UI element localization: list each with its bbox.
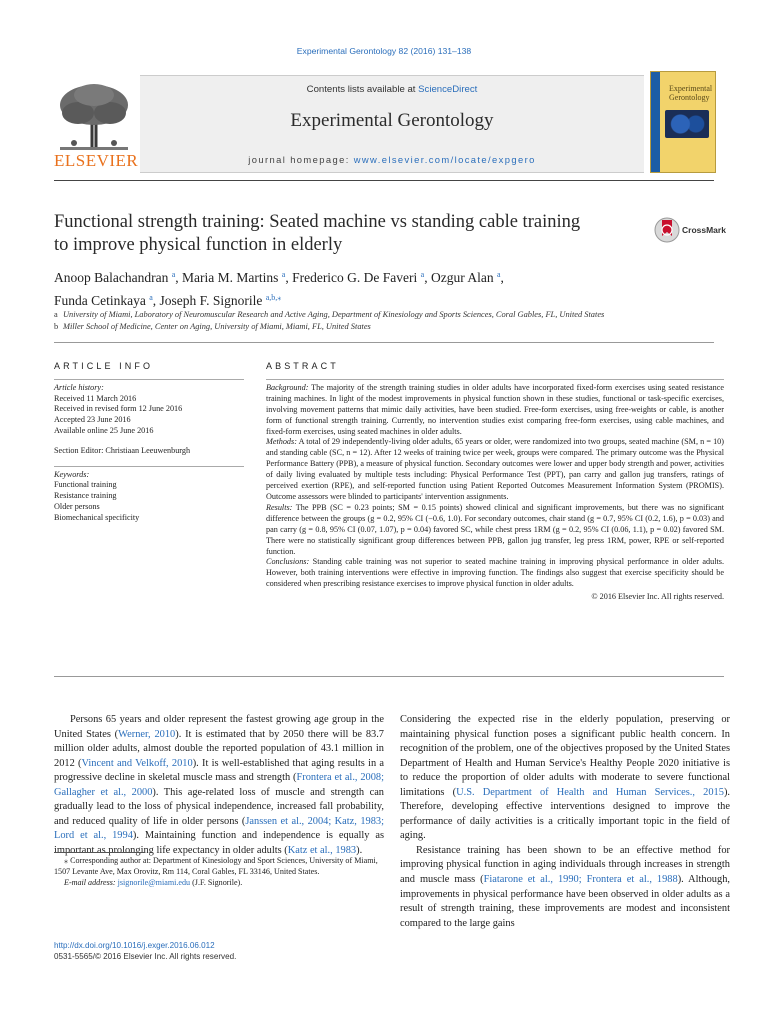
corresponding-author-footnote (54, 856, 384, 888)
cover-title (669, 84, 713, 102)
affiliation-mark: b (54, 321, 59, 331)
body-text: ). (356, 844, 363, 856)
keyword-item[interactable]: Biomechanical specificity (54, 512, 140, 522)
article-info-rule (54, 379, 244, 380)
footnote-rule (54, 852, 144, 853)
author-affiliation-mark[interactable]: a (281, 270, 286, 279)
homepage-link[interactable]: www.elsevier.com/locate/expgero (353, 154, 536, 165)
crossmark-badge[interactable] (654, 216, 726, 246)
author-separator: , (424, 270, 431, 285)
author-name[interactable]: Ozgur Alan (430, 270, 494, 285)
affiliation-list (54, 309, 654, 332)
journal-cover-thumbnail[interactable] (650, 71, 716, 173)
keywords-label: Keywords: (54, 469, 90, 479)
body-text: ). It is estimated that by 2050 there will be 83.7 million older adults, almost double the reported population of 43.1 million in 2012 ( (54, 728, 384, 769)
methods-label: Methods: (266, 437, 297, 447)
author-affiliation-mark[interactable]: a (171, 270, 176, 279)
citation-link[interactable]: Fiatarone et al., 1990; Frontera et al., 1988 (483, 874, 678, 886)
journal-name: Experimental Gerontology (290, 110, 494, 131)
abstract-background (266, 383, 724, 438)
abstract-copyright: © 2016 Elsevier Inc. All rights reserved. (591, 592, 724, 602)
sciencedirect-link[interactable]: ScienceDirect (418, 84, 478, 95)
body-text: Persons 65 years and older represent the fastest growing age group in the United States ( (54, 714, 384, 740)
abstract-conclusions (266, 557, 724, 590)
footnote-text: ⁎ Corresponding author at: Department of Kinesiology and Sport Sciences, University of Miami, 1507 Levante Ave, Max Orovitz, Rm 114, Coral Gables, FL 33146, United States. (54, 856, 378, 876)
body-text: ). Although, improvements in physical performance have been observed in older adults as a result of strength training, these improvements are modest and inconsistent compared to the large gains (400, 874, 730, 929)
article-info-column (54, 361, 244, 524)
history-revised: Received in revised form 12 June 2016 (54, 404, 183, 414)
info-divider (54, 342, 714, 343)
doi-link[interactable]: http://dx.doi.org/10.1016/j.exger.2016.06.012 (54, 941, 215, 950)
author-name[interactable]: Joseph F. Signorile (159, 293, 263, 308)
history-online: Available online 25 June 2016 (54, 425, 154, 435)
affiliation-text: University of Miami, Laboratory of Neuromuscular Research and Active Aging, Department of Kinesiology and Sports Sciences, Coral Gables, FL, United States (63, 310, 605, 319)
email-suffix: (J.F. Signorile). (190, 877, 243, 887)
abstract-rule (266, 379, 724, 380)
journal-info-box (140, 75, 644, 173)
methods-text: A total of 29 independently-living older adults, 65 years or older, were randomized into two groups, seated machine (SM, n = 10) and standing cable (SC, n = 12). After 12 weeks of training twice per week, groups were compared. The primary outcome was the Physical Performance Battery (PPB), a measure of physical function. Secondary outcomes were lower and upper body strength and power, activities of daily living evaluated by multiple tests including: Physical Performance Test (PPT), pan carry and gallon jug transfers, ratings of perceived exertion (RPE), and self-reported function using Patient Reported Outcomes Measurement Information System (PROMIS). Outcome assessors were blinded to participants' intervention assignments. (266, 437, 724, 501)
conclusions-label: Conclusions: (266, 557, 310, 567)
affiliation-mark: a (54, 310, 58, 319)
results-label: Results: (266, 502, 293, 512)
body-text: ). Maintaining function and independence is equally as important as prolonging life expectancy in older adults ( (54, 830, 384, 856)
body-paragraph (400, 844, 730, 931)
abstract-methods (266, 437, 724, 502)
body-text: ). Therefore, developing effective interventions designed to improve the performance of daily activities is a critically important topic in the field of aging. (400, 786, 731, 842)
body-paragraph (54, 713, 384, 858)
header-divider (54, 180, 714, 181)
citation-link[interactable]: Frontera et al., 2008; Gallagher et al., 2000 (54, 772, 385, 798)
body-text: Resistance training has been shown to be an effective method for improving physical function in aging individuals through increases in strength and muscle mass ( (400, 844, 730, 886)
article-info-heading: ARTICLE INFO (54, 361, 154, 371)
author-affiliation-mark[interactable]: a (496, 270, 501, 279)
author-name[interactable]: Frederico G. De Faveri (292, 270, 418, 285)
homepage-prefix: journal homepage: (248, 154, 354, 165)
crossmark-label: CrossMark (682, 225, 726, 235)
article-title-line-1: Functional strength training: Seated machine vs standing cable training (54, 212, 581, 232)
history-label: Article history: (54, 382, 104, 392)
journal-citation[interactable]: Experimental Gerontology 82 (2016) 131–138 (296, 46, 472, 56)
cover-title-line-1: Experimental (669, 84, 713, 93)
abstract-heading: ABSTRACT (266, 361, 339, 371)
citation-link[interactable]: Werner, 2010 (118, 728, 176, 740)
contents-prefix: Contents lists available at (306, 84, 419, 95)
cover-image (665, 110, 709, 138)
email-label: E-mail address: (64, 877, 118, 887)
body-column-left (54, 713, 384, 858)
author-name[interactable]: Funda Cetinkaya (54, 293, 146, 308)
author-separator: , (500, 270, 504, 285)
citation-link[interactable]: Janssen et al., 2004; Katz, 1983; Lord et al., 1994 (54, 815, 384, 842)
author-list (54, 265, 654, 311)
keyword-item[interactable]: Resistance training (54, 491, 117, 501)
keywords-rule (54, 466, 244, 467)
body-text: ). It is well-established that aging results in a progressive decline in skeletal muscle mass and strength ( (54, 757, 385, 784)
journal-homepage-line (140, 154, 644, 165)
cover-title-line-2: Gerontology (669, 93, 710, 102)
results-text: The PPB (SC = 0.23 points; SM = 0.15 points) showed clinical and significant improvements, but there was no significant difference between the groups (g = 0.2, 95% CI (−0.6, 1.0). For secondary outcomes, chair stand (g = 0.7, 95% CI (0.2, 1.6), p = 0.03) and pan carry (g = 0.8, 95% CI (0.07, 1.07), p = 0.04) favored SC, while chest press 1RM (g = 0.2, 95% CI (0.06, 1.1), p = 0.02) favored SM. There were no statistically significant group differences between PPB, gallon jug transfer, leg press 1RM, power, RPE or self-reported function. (266, 502, 724, 556)
issn-line: 0531-5565/© 2016 Elsevier Inc. All rights reserved. (54, 952, 237, 961)
affiliation-item (54, 309, 654, 321)
contents-available-line (140, 84, 644, 95)
author-affiliation-mark[interactable]: a (420, 270, 425, 279)
cover-strip (651, 72, 660, 172)
citation-link[interactable]: U.S. Department of Health and Human Services., 2015 (456, 786, 724, 798)
abstract-results (266, 503, 724, 558)
article-title (54, 211, 644, 257)
author-affiliation-mark[interactable]: a,b,⁎ (265, 293, 282, 302)
author-affiliation-mark[interactable]: a (149, 293, 153, 302)
crossmark-icon (654, 216, 680, 244)
email-link[interactable]: jsignorile@miami.edu (117, 877, 191, 887)
history-accepted: Accepted 23 June 2016 (54, 415, 131, 425)
journal-header (54, 71, 714, 173)
author-separator: , (285, 270, 293, 285)
doi-block (54, 940, 384, 962)
body-divider (54, 676, 724, 677)
keyword-item[interactable]: Functional training (54, 480, 117, 490)
citation-link[interactable]: Vincent and Velkoff, 2010 (81, 757, 193, 769)
author-name[interactable]: Anoop Balachandran (54, 270, 169, 285)
abstract-column (266, 361, 724, 603)
footnote-email-line (54, 878, 384, 889)
author-name[interactable]: Maria M. Martins (182, 270, 279, 285)
body-text: Considering the expected rise in the elderly population, preserving or maintaining physical function poses a significant public health concern. In recognition of the problem, one of the objectives proposed by the United States Department of Health and Human Service's Healthy People 2020 initiative is to reduce the proportion of older adults with moderate to severe functional limitations ( (400, 714, 730, 798)
history-received: Received 11 March 2016 (54, 393, 137, 403)
section-editor: Section Editor: Christiaan Leeuwenburgh (54, 445, 191, 455)
author-separator: , (152, 293, 160, 308)
body-text: ). This age-related loss of muscle and strength can gradually lead to the loss of physical independence, increased fall probability, and reduced quality of life in older persons ( (54, 786, 385, 827)
background-text: The majority of the strength training studies in older adults have incorporated fixed-form exercises using seated resistance training machines. In light of the modest improvements in physical function shown in these studies, functional or task-specific exercises, involving movement patterns that mimic daily activities, have been studied. Free-form exercises, using free-weights or cable, is another form of functional strength training. Currently, no intervention studies exist comparing free-form exercises, using cable machines, and fixed-form exercises, using seated machines in older adults. (266, 382, 724, 436)
author-separator: , (175, 270, 183, 285)
article-title-line-2: to improve physical function in elderly (54, 235, 343, 255)
affiliation-text: Miller School of Medicine, Center on Aging, University of Miami, Miami, FL, United States (63, 321, 371, 331)
conclusions-text: Standing cable training was not superior to seated machine training in improving physical performance in older adults. However, both training interventions were effective in improving function. The findings also suggest that exercise specificity should be considered when prescribing resistance exercises to improve physical function in older adults. (266, 557, 724, 589)
affiliation-item (54, 321, 654, 333)
body-column-right (400, 713, 730, 931)
keyword-item[interactable]: Older persons (54, 501, 100, 511)
elsevier-wordmark: ELSEVIER (54, 151, 139, 170)
citation-link[interactable]: Katz et al., 1983 (287, 844, 357, 856)
background-label: Background: (266, 382, 309, 392)
body-paragraph (400, 713, 730, 844)
